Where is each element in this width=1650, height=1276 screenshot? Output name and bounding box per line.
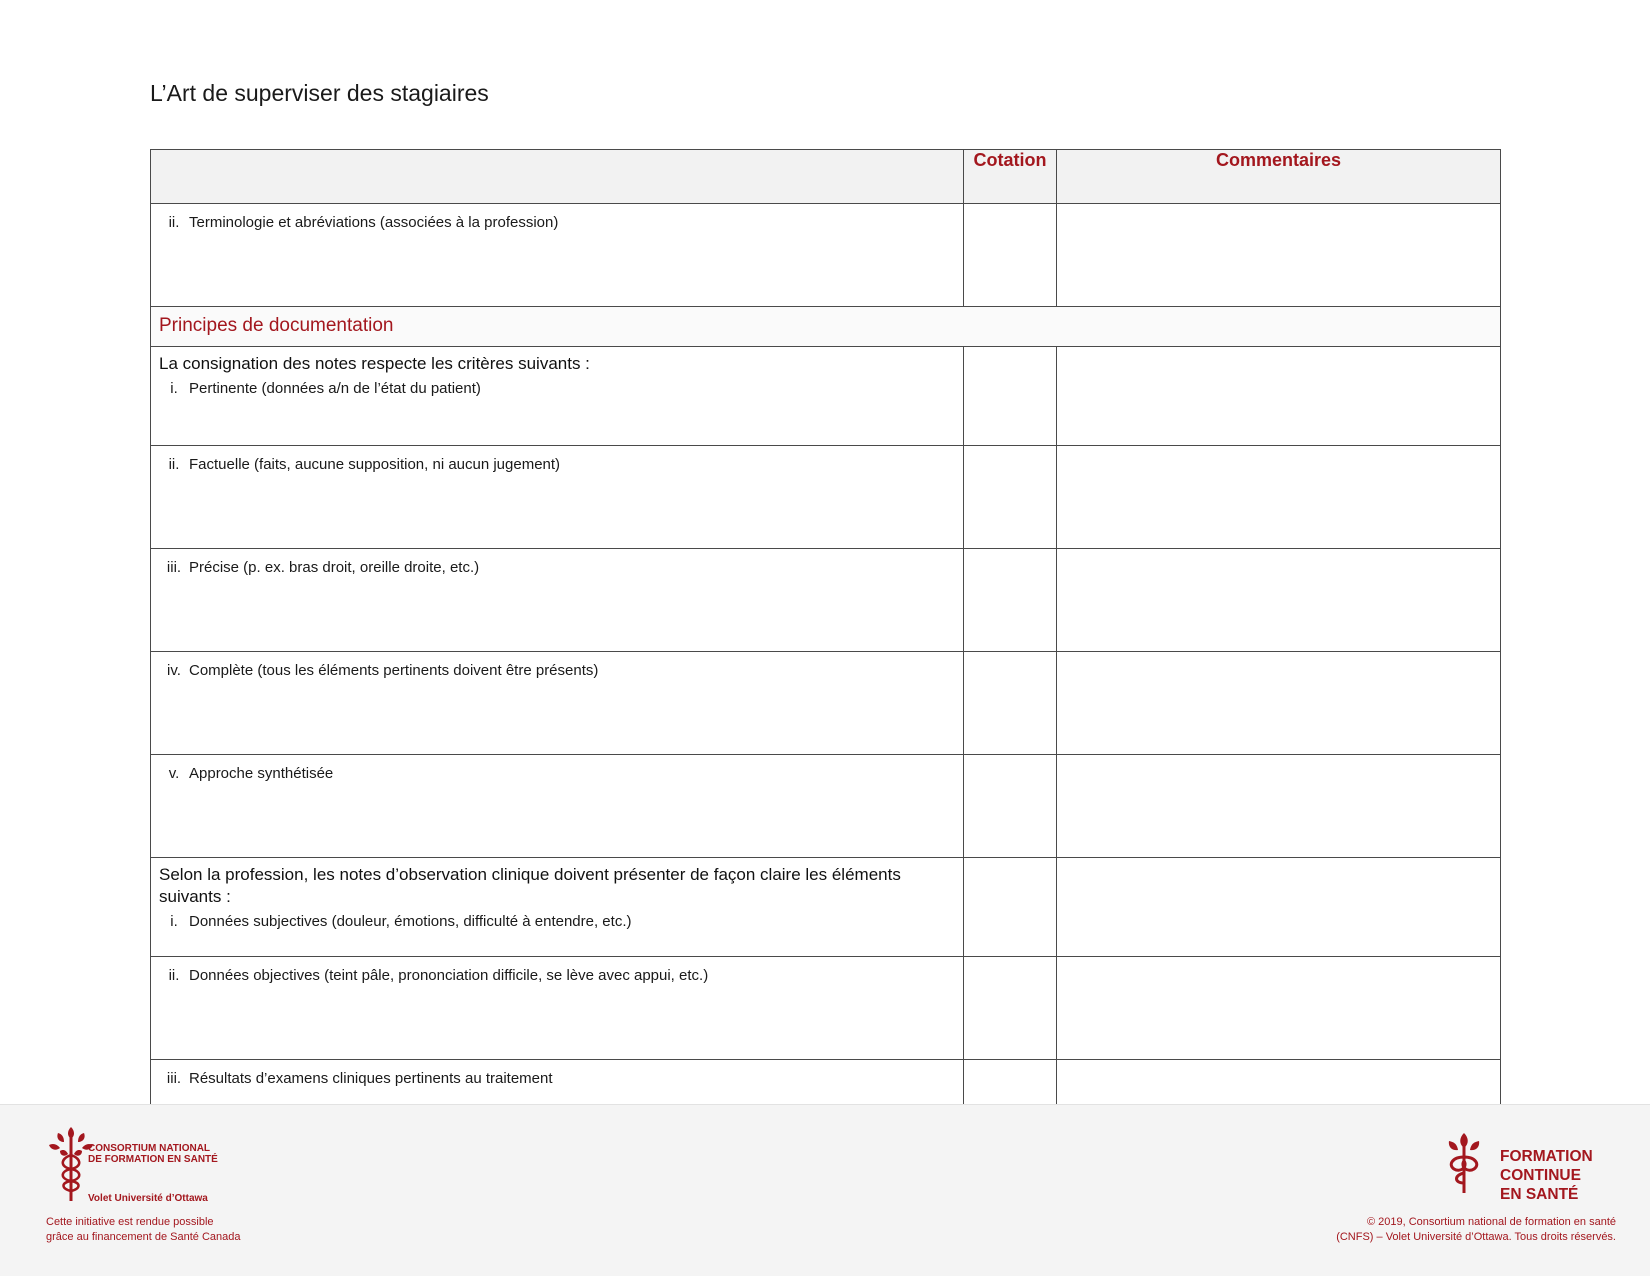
- cnfs-logo-subtitle: Volet Université d’Ottawa: [88, 1193, 208, 1204]
- criterion-cell: [151, 755, 964, 858]
- criterion-cell: [151, 858, 964, 957]
- criterion-cell: [151, 652, 964, 755]
- comments-cell[interactable]: [1057, 446, 1501, 549]
- criterion-cell: [151, 549, 964, 652]
- criterion-cell: [151, 347, 964, 446]
- fcs-leaf-logo-icon: [1442, 1131, 1486, 1195]
- criterion-cell: [151, 204, 964, 307]
- rating-cell[interactable]: [964, 204, 1057, 307]
- item-number: i.: [170, 913, 178, 930]
- criterion-text: Terminologie et abréviations (associées à la profession): [189, 214, 559, 231]
- page-title: L’Art de superviser des stagiaires: [150, 80, 489, 106]
- comments-cell[interactable]: [1057, 347, 1501, 446]
- section-title: Principes de documentation: [151, 307, 1501, 347]
- header-comments: Commentaires: [1057, 150, 1501, 204]
- header-rating: Cotation: [964, 150, 1057, 204]
- rating-cell[interactable]: [964, 755, 1057, 858]
- item-number: iii.: [166, 559, 182, 576]
- page-footer: [0, 1104, 1650, 1276]
- table-row: [151, 858, 1501, 957]
- comments-cell[interactable]: [1057, 858, 1501, 957]
- fcs-logo-text: FORMATION CONTINUE EN SANTÉ: [1500, 1148, 1593, 1203]
- comments-cell[interactable]: [1057, 957, 1501, 1060]
- rating-cell[interactable]: [964, 858, 1057, 957]
- table-row: [151, 755, 1501, 858]
- criterion-cell: [151, 446, 964, 549]
- header-item: [151, 150, 964, 204]
- criterion-text: Approche synthétisée: [189, 765, 334, 782]
- comments-cell[interactable]: [1057, 549, 1501, 652]
- criterion-text: Données subjectives (douleur, émotions, difficulté à entendre, etc.): [189, 913, 632, 930]
- rating-cell[interactable]: [964, 957, 1057, 1060]
- criterion-text: Factuelle (faits, aucune supposition, ni aucun jugement): [189, 456, 561, 473]
- item-number: v.: [168, 765, 180, 782]
- item-number: iii.: [166, 1070, 182, 1087]
- evaluation-table: [150, 149, 1501, 1163]
- table-row: [151, 347, 1501, 446]
- item-number: ii.: [168, 214, 180, 231]
- criterion-cell: [151, 957, 964, 1060]
- criterion-text: Complète (tous les éléments pertinents doivent être présents): [189, 662, 599, 679]
- table-row: [151, 957, 1501, 1060]
- item-number: ii.: [168, 456, 180, 473]
- table-row: [151, 652, 1501, 755]
- table-row: [151, 204, 1501, 307]
- comments-cell[interactable]: [1057, 755, 1501, 858]
- table-header-row: [151, 150, 1501, 204]
- rating-cell[interactable]: [964, 549, 1057, 652]
- criterion-text: Pertinente (données a/n de l’état du patient): [189, 380, 481, 397]
- item-number: i.: [170, 380, 178, 397]
- section-row: [151, 307, 1501, 347]
- criterion-text: Données objectives (teint pâle, prononciation difficile, se lève avec appui, etc.): [189, 967, 709, 984]
- criterion-text: Résultats d’examens cliniques pertinents au traitement: [189, 1070, 553, 1087]
- comments-cell[interactable]: [1057, 204, 1501, 307]
- item-number: iv.: [167, 662, 181, 679]
- copyright-notice: © 2019, Consortium national de formation en santé (CNFS) – Volet Université d’Ottawa. Tous droits réservés.: [1336, 1216, 1616, 1243]
- table-row: [151, 446, 1501, 549]
- cnfs-logo-text: CONSORTIUM NATIONAL DE FORMATION EN SANTÉ: [88, 1143, 218, 1165]
- criterion-text: Précise (p. ex. bras droit, oreille droite, etc.): [189, 559, 480, 576]
- rating-cell[interactable]: [964, 652, 1057, 755]
- comments-cell[interactable]: [1057, 652, 1501, 755]
- group-lead: La consignation des notes respecte les critères suivants :: [159, 354, 590, 373]
- table-row: [151, 549, 1501, 652]
- group-lead: Selon la profession, les notes d’observation clinique doivent présenter de façon claire les éléments suivants :: [159, 865, 901, 906]
- item-number: ii.: [168, 967, 180, 984]
- rating-cell[interactable]: [964, 446, 1057, 549]
- rating-cell[interactable]: [964, 347, 1057, 446]
- funding-note: Cette initiative est rendue possible grâce au financement de Santé Canada: [46, 1216, 241, 1243]
